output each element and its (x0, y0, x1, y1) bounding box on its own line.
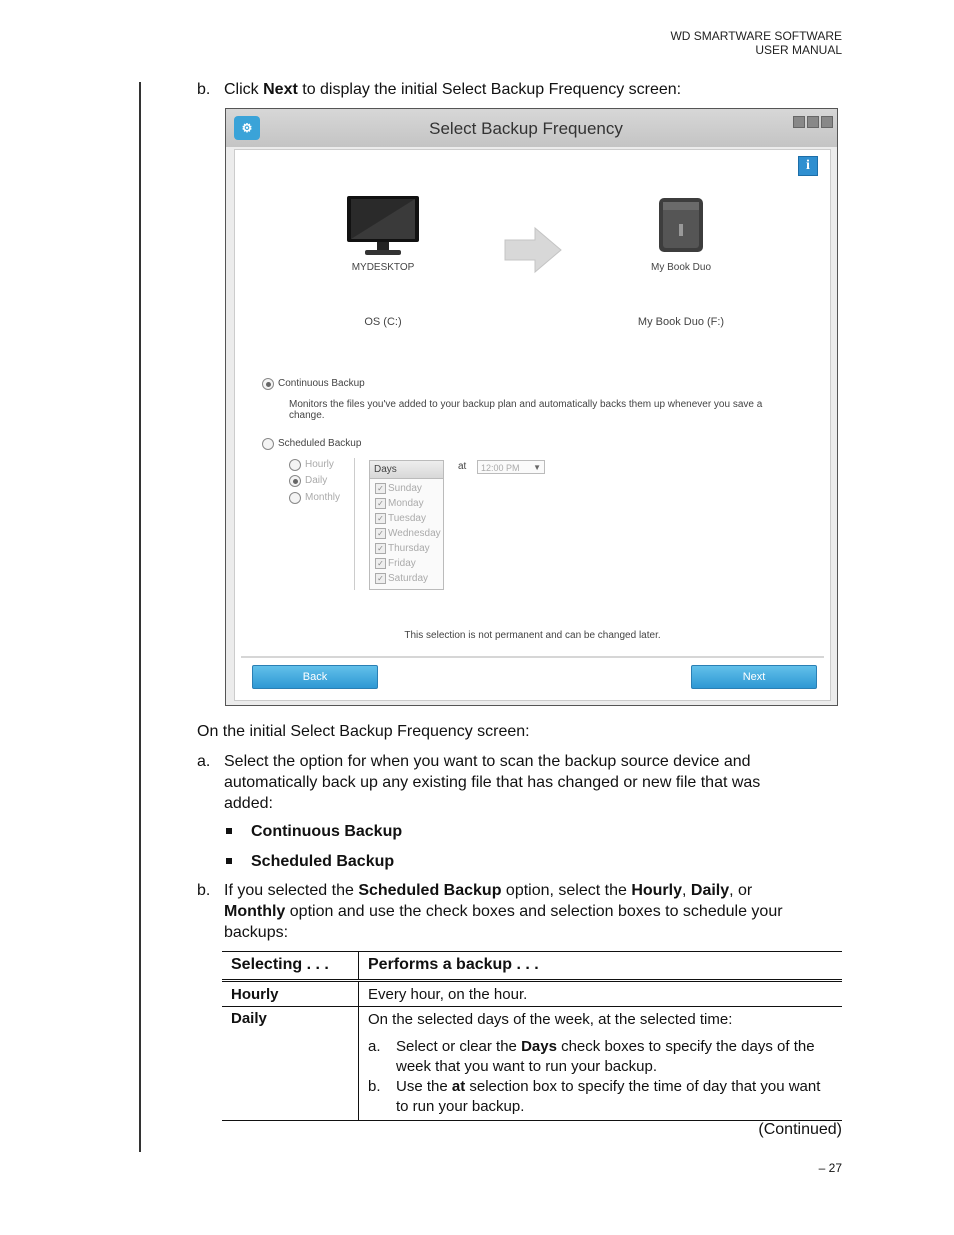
continuous-desc-line1: Monitors the files you've added to your backup plan and automatically backs them up whenever you save a (289, 399, 763, 410)
app-screenshot (225, 108, 838, 706)
source-device-label: MYDESKTOP (351, 262, 415, 273)
daily-sub-a: a. Select or clear the Days check boxes to specify the days of the week that you want to run your backup. (368, 1038, 815, 1075)
continuous-backup-label: Continuous Backup (278, 378, 365, 389)
continued-note: (Continued) (758, 1121, 842, 1138)
desktop-monitor-icon (345, 194, 421, 258)
window-title: Select Backup Frequency (429, 119, 623, 138)
days-header (370, 461, 443, 479)
table-header-col1: Selecting . . . (222, 952, 359, 981)
row-hourly-value: Every hour, on the hour. (368, 986, 528, 1003)
sunday-checkbox[interactable]: ✓ (375, 483, 386, 494)
arrow-right-icon (503, 226, 563, 274)
bullet-scheduled: Scheduled Backup (251, 853, 395, 870)
source-drive-label: OS (C:) (364, 316, 402, 328)
days-header-label: Days (374, 464, 397, 475)
target-device-label: My Book Duo (650, 262, 712, 273)
row-daily-value: On the selected days of the week, at the selected time: a. Select or clear the Days check boxes to specify the days of the week that you want to run your backup. b. Use the at selection box to specify the time of day that you want to run your backup. (359, 1007, 843, 1121)
page-number: – 27 (818, 1161, 842, 1175)
time-select[interactable] (477, 460, 545, 474)
running-header (670, 29, 842, 57)
saturday-label: Saturday (388, 573, 429, 584)
row-daily-key: Daily (222, 1007, 359, 1121)
saturday-checkbox[interactable]: ✓ (375, 573, 386, 584)
sunday-label: Sunday (388, 483, 422, 494)
wednesday-checkbox[interactable]: ✓ (375, 528, 386, 539)
table-row (222, 1007, 842, 1121)
info-icon[interactable]: i (798, 156, 818, 176)
at-label: at (458, 461, 467, 472)
table-header-row (222, 952, 842, 981)
thursday-label: Thursday (388, 543, 430, 554)
continuous-desc-line2: change. (289, 410, 325, 421)
selection-note: This selection is not permanent and can be changed later. (404, 630, 661, 641)
minimize-icon[interactable] (793, 116, 805, 128)
daily-radio[interactable] (289, 475, 301, 487)
scheduled-backup-radio[interactable] (262, 438, 274, 450)
main-panel (234, 149, 831, 701)
item-b-marker: b. (197, 882, 211, 899)
monday-label: Monday (388, 498, 424, 509)
continuous-backup-radio[interactable] (262, 378, 274, 390)
time-value: 12:00 PM (481, 463, 520, 473)
monday-checkbox[interactable]: ✓ (375, 498, 386, 509)
header-subtitle: USER MANUAL (755, 43, 842, 57)
bullet-icon (226, 828, 232, 834)
daily-label: Daily (305, 475, 328, 486)
divider (354, 458, 355, 590)
hourly-label: Hourly (305, 459, 334, 470)
external-drive-icon (655, 194, 707, 256)
friday-label: Friday (388, 558, 416, 569)
item-b-text: If you selected the Scheduled Backup option, select the Hourly, Daily, or Monthly option and use the check boxes and selection boxes to schedule your backups: (224, 882, 783, 941)
wd-smartware-logo-icon: ⚙ (234, 116, 260, 140)
margin-rule (139, 82, 141, 1152)
item-a-text: Select the option for when you want to scan the backup source device and automatically back up any existing file that has changed or new file that was added: (224, 753, 761, 812)
next-button[interactable]: Next (691, 665, 817, 689)
hourly-radio[interactable] (289, 459, 301, 471)
tuesday-label: Tuesday (388, 513, 426, 524)
window-titlebar (226, 109, 837, 147)
monthly-radio[interactable] (289, 492, 301, 504)
monthly-label: Monthly (305, 492, 341, 503)
item-a-marker: a. (197, 753, 211, 770)
wednesday-label: Wednesday (388, 528, 441, 539)
target-drive-label: My Book Duo (F:) (637, 316, 725, 328)
step-b-marker: b. (197, 81, 211, 98)
header-title: WD SMARTWARE SOFTWARE (670, 29, 842, 43)
days-list (369, 460, 444, 590)
step-b-text: Click Next to display the initial Select Backup Frequency screen: (224, 81, 682, 98)
row-hourly-key: Hourly (222, 981, 359, 1007)
daily-sub-b: b. Use the at selection box to specify the time of day that you want to run your backup. (368, 1078, 821, 1115)
backup-frequency-table (222, 951, 842, 1121)
thursday-checkbox[interactable]: ✓ (375, 543, 386, 554)
back-button[interactable]: Back (252, 665, 378, 689)
bullet-continuous: Continuous Backup (251, 823, 403, 840)
friday-checkbox[interactable]: ✓ (375, 558, 386, 569)
tuesday-checkbox[interactable]: ✓ (375, 513, 386, 524)
footer-divider (241, 656, 824, 658)
scheduled-backup-label: Scheduled Backup (278, 438, 362, 449)
maximize-icon[interactable] (807, 116, 819, 128)
bullet-icon (226, 858, 232, 864)
chevron-down-icon: ▼ (533, 463, 541, 472)
paragraph-intro: On the initial Select Backup Frequency screen: (197, 723, 530, 740)
table-header-col2: Performs a backup . . . (368, 956, 539, 973)
close-icon[interactable] (821, 116, 833, 128)
table-row (222, 981, 842, 1007)
